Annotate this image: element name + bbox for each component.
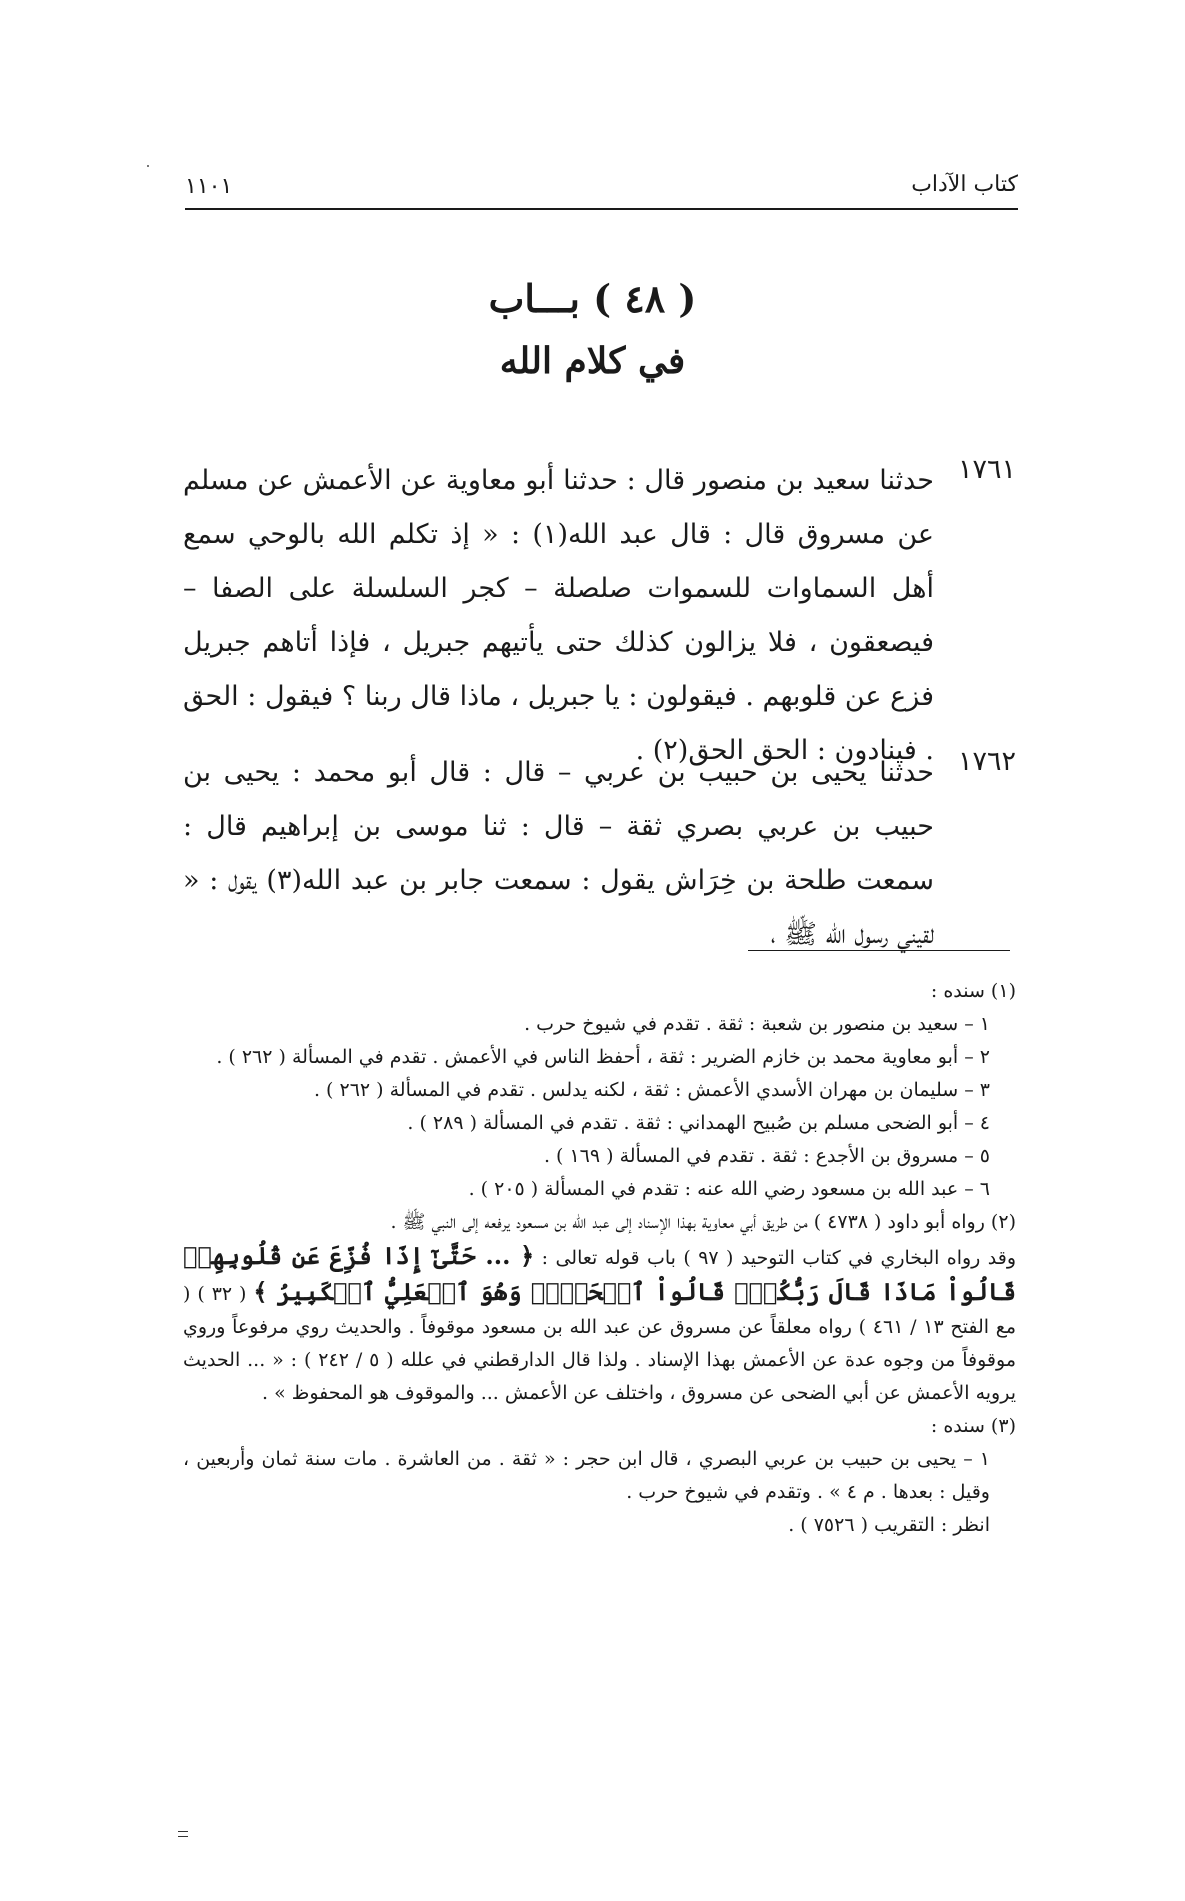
hadith-text: حدثنا سعيد بن منصور قال : حدثنا أبو معاوية عن الأعمش عن مسلم عن مسروق قال : قال عبد الله(١) : « إذ تكلم الله بالوحي سمع أهل السماوات للسموات صلصلة – كجر السلسلة على الصفا – فيصعقون ، فلا يزالون كذلك حتى يأتيهم جبريل ، فإذا أتاهم جبريل فزع عن قلوبهم . فيقولون : يا جبريل ، ماذا قال ربنا ؟ فيقول : الحق . فينادون : الحق الحق(٢) .	[183, 465, 934, 766]
hadith-text: حدثنا يحيى بن حبيب بن عربي – قال : قال أبو محمد : يحيى بن حبيب بن عربي بصري ثقة – قال : ثنا موسى بن إبراهيم قال : سمعت طلحة بن خِرَاش يقول : سمعت جابر بن عبد الله(٣) يقول : « لقيني رسول الله ﷺ ،	[183, 757, 934, 950]
running-title: كتاب الآداب	[911, 172, 1018, 197]
footnote-line: ٤ – أبو الضحى مسلم بن صُبيح الهمداني : ثقة . تقدم في المسألة ( ٢٨٩ ) .	[407, 1112, 990, 1134]
footnote-3	[183, 1410, 1016, 1542]
hadith-number: ١٧٦١	[957, 454, 1016, 485]
page-end-mark	[178, 1831, 188, 1837]
footnote-line: ١ – سعيد بن منصور بن شعبة : ثقة . تقدم في شيوخ حرب .	[524, 1013, 990, 1035]
footnote-text: وقد رواه البخاري في كتاب التوحيد ( ٩٧ ) باب قوله تعالى :	[541, 1247, 1016, 1269]
quran-verse: ﴿ ... حَتَّىٰٓ إِذَا فُزِّعَ عَن قُلُوبِهِمۡ قَالُواْ مَاذَا قَالَ رَبُّكُمۡۖ قَالُواْ ٱلۡحَقَّۖ وَهُوَ ٱلۡعَلِيُّ ٱلۡكَبِيرُ ﴾	[183, 1241, 1017, 1306]
footnote-divider	[748, 950, 1010, 951]
hadith-1761	[183, 454, 1016, 778]
page-header	[185, 170, 1018, 210]
footnote-body	[183, 1239, 1016, 1410]
footnote-line: ٥ – مسروق بن الأجدع : ثقة . تقدم في المسألة ( ١٦٩ ) .	[543, 1145, 990, 1167]
footnote-line: ٦ – عبد الله بن مسعود رضي الله عنه : تقدم في المسألة ( ٢٠٥ ) .	[468, 1178, 990, 1200]
footnote-reference: انظر : التقريب ( ٧٥٢٦ ) .	[788, 1514, 990, 1536]
footnote-heading: (٣) سنده :	[930, 1415, 1016, 1437]
footnotes	[183, 975, 1016, 1542]
footnote-line: ١ – يحيى بن حبيب بن عربي البصري ، قال ابن حجر : « ثقة . من العاشرة . مات سنة ثمان وأربعين ، وقيل : بعدها . م ٤ » . وتقدم في شيوخ حرب .	[183, 1448, 990, 1503]
footnote-text: ( ٣٢ ) ( مع الفتح ١٣ / ٤٦١ ) رواه معلقاً عن مسروق عن عبد الله بن مسعود موقوفاً . والحديث روي مرفوعاً وروي موقوفاً من وجوه عدة عن الأعمش بهذا الإسناد . ولذا قال الدارقطني في علله ( ٥ / ٢٤٢ ) : « ... الحديث يرويه الأعمش عن أبي الضحى عن مسروق ، واختلف عن الأعمش ... والموقوف هو المحفوظ » .	[183, 1283, 1017, 1404]
hadith-1762	[183, 746, 1016, 962]
footnote-heading: (١) سنده :	[930, 980, 1016, 1002]
footnote-line: ٣ – سليمان بن مهران الأسدي الأعمش : ثقة ، لكنه يدلس . تقدم في المسألة ( ٢٦٢ ) .	[313, 1079, 990, 1101]
page-number: ١١٠١	[185, 174, 233, 199]
footnote-2	[183, 1206, 1016, 1410]
footnote-1	[183, 975, 1016, 1206]
hadith-number: ١٧٦٢	[957, 746, 1016, 777]
chapter-heading: ( ٤٨ ) بـــاب	[488, 276, 697, 321]
footnote-intro: (٢) رواه أبو داود ( ٤٧٣٨ ) من طريق أبي معاوية بهذا الإسناد إلى عبد الله بن مسعود يرفعه إلى النبي ﷺ .	[390, 1211, 1016, 1233]
footnote-line: ٢ – أبو معاوية محمد بن خازم الضرير : ثقة ، أحفظ الناس في الأعمش . تقدم في المسألة ( ٢٦٢ ) .	[216, 1046, 990, 1068]
scan-speck	[147, 165, 149, 167]
chapter-subtitle: في كلام الله	[499, 340, 686, 382]
